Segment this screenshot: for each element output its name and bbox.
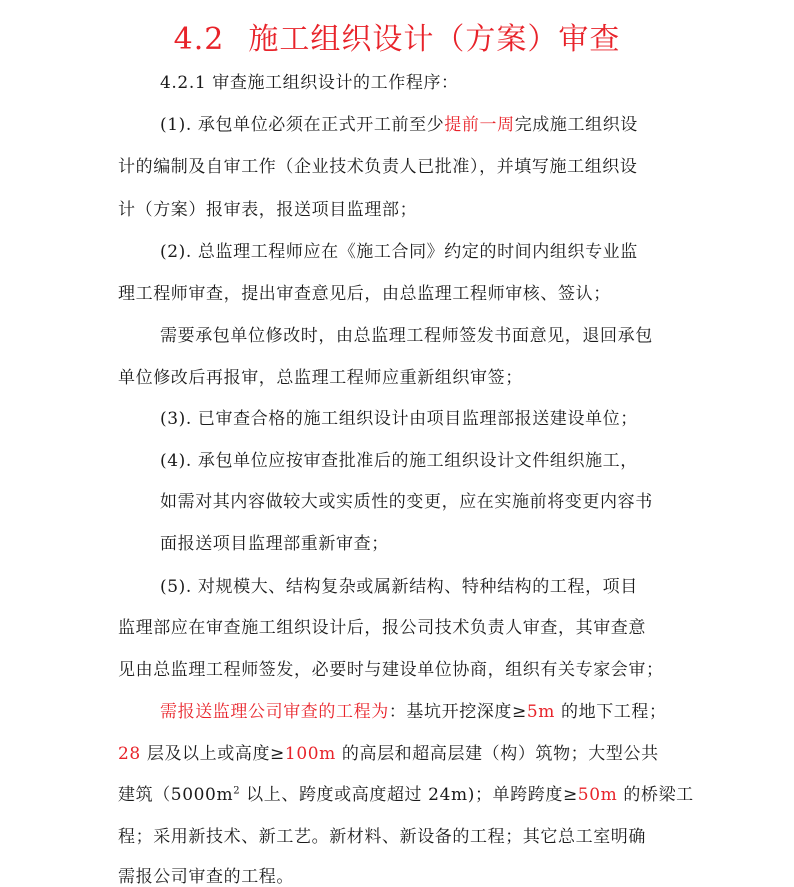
para6-line1: (5). 对规模大、结构复杂或属新结构、特种结构的工程，项目	[160, 577, 638, 597]
para6-line2: 监理部应在审查施工组织设计后，报公司技术负责人审查，其审查意	[118, 618, 646, 638]
para4-line1: (3). 已审查合格的施工组织设计由项目监理部报送建设单位；	[160, 409, 638, 429]
para7-line5: 需报公司审查的工程。	[118, 867, 294, 887]
para1-line1: (1). 承包单位必须在正式开工前至少提前一周完成施工组织设	[160, 115, 638, 135]
section-heading: 施工组织设计（方案）审查	[248, 22, 621, 57]
section-number: 4.2	[173, 22, 225, 57]
para7-line1: 需报送监理公司审查的工程为：基坑开挖深度≥5m 的地下工程；	[160, 702, 667, 722]
para5-line3: 面报送项目监理部重新审查；	[160, 534, 389, 554]
highlight-review-projects: 需报送监理公司审查的工程为	[160, 702, 389, 722]
para7-line4: 程；采用新技术、新工艺。新材料、新设备的工程；其它总工室明确	[118, 827, 646, 847]
para5-line1: (4). 承包单位应按审查批准后的施工组织设计文件组织施工，	[160, 451, 638, 471]
para7-line3: 建筑（$5000m^2$ 以上、跨度或高度超过 24m)；单跨跨度≥50m 的桥梁工	[118, 785, 694, 805]
para1-line3: 计（方案）报审表，报送项目监理部；	[118, 200, 418, 220]
para7-line2: 28 层及以上或高度≥100m 的高层和超高层建（构）筑物；大型公共	[118, 744, 659, 764]
para3-line1: 需要承包单位修改时，由总监理工程师签发书面意见，退回承包	[160, 326, 653, 346]
subsection-heading: 4.2.1 审查施工组织设计的工作程序：	[160, 73, 459, 93]
para6-line3: 见由总监理工程师签发，必要时与建设单位协商，组织有关专家会审；	[118, 660, 664, 680]
para2-line2: 理工程师审查，提出审查意见后，由总监理工程师审核、签认；	[118, 284, 611, 304]
para5-line2: 如需对其内容做较大或实质性的变更，应在实施前将变更内容书	[160, 492, 653, 512]
para1-line2: 计的编制及自审工作（企业技术负责人已批准），并填写施工组织设	[118, 157, 638, 177]
section-title	[0, 14, 794, 58]
highlight-one-week: 提前一周	[444, 115, 515, 135]
para2-line1: (2). 总监理工程师应在《施工合同》约定的时间内组织专业监	[160, 242, 638, 262]
para3-line2: 单位修改后再报审，总监理工程师应重新组织审签；	[118, 368, 523, 388]
